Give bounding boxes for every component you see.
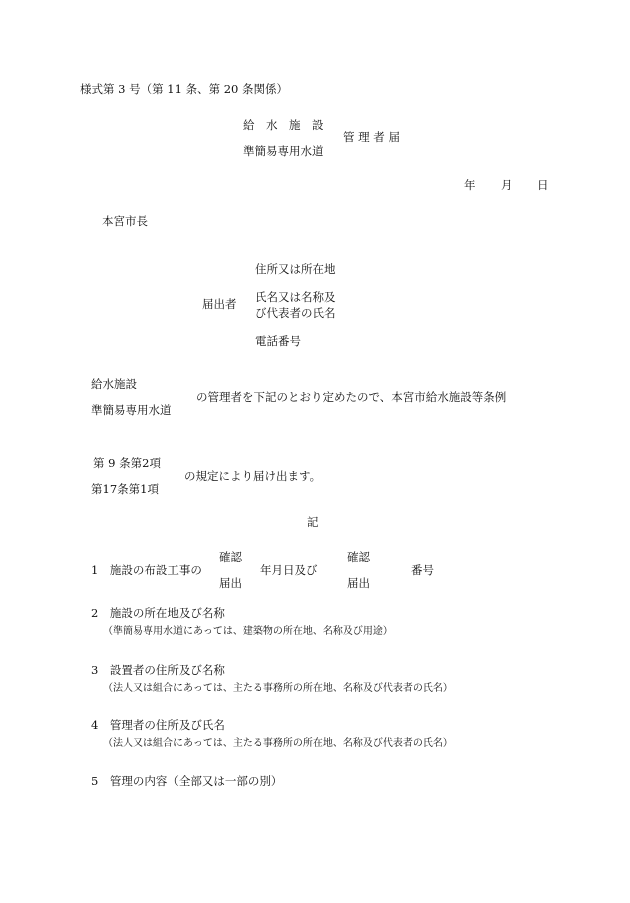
name-label-line1: 氏名又は名称及 [255,290,336,304]
title-type-semi-simple-waterworks: 準簡易専用水道 [243,144,324,158]
body1-text: の管理者を下記のとおり定めたので、本宮市給水施設等条例 [196,390,507,404]
body2-option-article17: 第17条第1項 [91,482,159,496]
item3-heading: 3 設置者の住所及び名称 [91,663,225,677]
form-number: 様式第 3 号（第 11 条、第 20 条関係） [80,82,289,96]
item1-option-confirm-1: 確認 [219,550,242,564]
title-suffix: 管 理 者 届 [343,130,400,144]
date-day: 日 [537,178,549,192]
item1-middle: 年月日及び [260,563,318,577]
body1-option-water-facility: 給水施設 [91,377,137,391]
applicant-label: 届出者 [202,297,237,311]
item1-option-notify-1: 届出 [219,576,242,590]
item1-suffix: 番号 [411,563,434,577]
item1-prefix: 1 施設の布設工事の [91,563,202,577]
body2-text: の規定により届け出ます。 [184,469,322,483]
date-month: 月 [501,178,513,192]
body2-option-article9: 第 9 条第2項 [93,456,161,470]
title-type-water-facility: 給 水 施 設 [243,118,324,132]
ki-heading: 記 [307,515,319,529]
item2-note: （準簡易専用水道にあっては、建築物の所在地、名称及び用途） [103,626,393,637]
item4-heading: 4 管理者の住所及び氏名 [91,718,225,732]
date-year: 年 [464,178,476,192]
addressee: 本宮市長 [102,214,148,228]
name-label-line2: び代表者の氏名 [255,306,336,320]
body1-option-semi-simple-waterworks: 準簡易専用水道 [91,403,172,417]
address-label: 住所又は所在地 [255,262,336,276]
item3-note: （法人又は組合にあっては、主たる事務所の所在地、名称及び代表者の氏名） [103,683,453,694]
phone-label: 電話番号 [255,334,301,348]
item1-option-confirm-2: 確認 [347,550,370,564]
item2-heading: 2 施設の所在地及び名称 [91,606,225,620]
item5-heading: 5 管理の内容（全部又は一部の別） [91,774,283,788]
item4-note: （法人又は組合にあっては、主たる事務所の所在地、名称及び代表者の氏名） [103,738,453,749]
item1-option-notify-2: 届出 [347,576,370,590]
